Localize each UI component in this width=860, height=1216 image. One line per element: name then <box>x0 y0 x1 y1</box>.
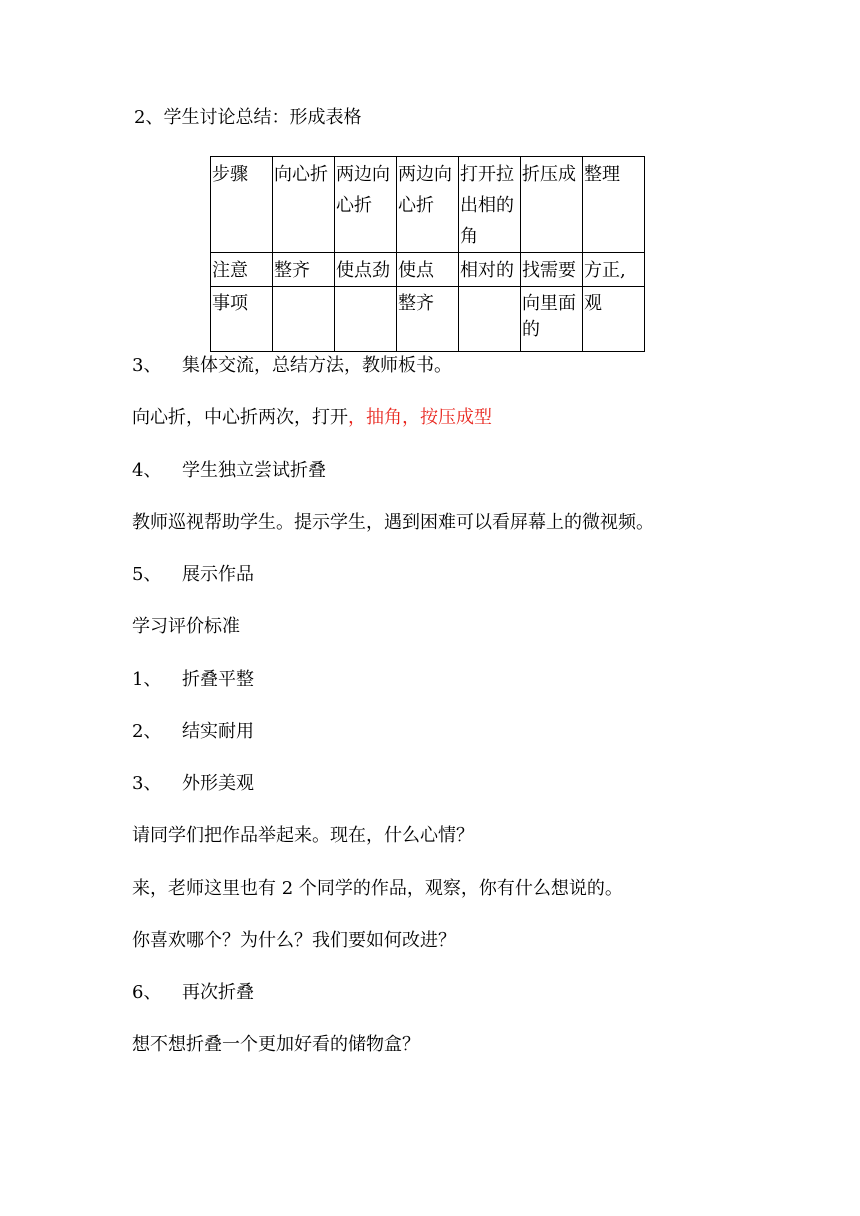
table-cell: 步骤 <box>211 157 273 253</box>
table-cell: 事项 <box>211 287 273 352</box>
table-cell: 方正, <box>583 253 645 287</box>
criteria-item-2 <box>132 720 254 744</box>
table-cell: 注意 <box>211 253 273 287</box>
table-row <box>211 253 645 287</box>
table-cell: 整齐 <box>397 287 459 352</box>
section-3-heading <box>132 354 452 378</box>
table-cell: 两边向心折 <box>335 157 397 253</box>
table-cell: 观 <box>583 287 645 352</box>
table-cell: 整理 <box>583 157 645 253</box>
table-cell <box>273 287 335 352</box>
method-text: 向心折，中心折两次，打开 <box>132 407 348 428</box>
table-cell: 找需要 <box>521 253 583 287</box>
question-2: 来，老师这里也有 2 个同学的作品，观察，你有什么想说的。 <box>132 878 623 899</box>
section-5-heading <box>132 563 254 587</box>
question-1: 请同学们把作品举起来。现在，什么心情？ <box>132 825 474 846</box>
question-3: 你喜欢哪个？为什么？我们要如何改进？ <box>132 930 456 951</box>
table-cell <box>459 287 521 352</box>
table-cell <box>521 287 583 352</box>
section-text: 学生独立尝试折叠 <box>182 460 326 481</box>
method-highlight: ，抽角，按压成型 <box>348 407 492 428</box>
section-text: 再次折叠 <box>182 982 254 1003</box>
table-row <box>211 157 645 253</box>
item-text: 折叠平整 <box>182 669 254 690</box>
item-text: 外形美观 <box>182 773 254 794</box>
section-number: 5、 <box>132 564 162 585</box>
method-summary <box>132 406 492 430</box>
item-text: 结实耐用 <box>182 721 254 742</box>
section-4-body: 教师巡视帮助学生。提示学生，遇到困难可以看屏幕上的微视频。 <box>132 512 654 533</box>
item-number: 2、 <box>132 721 162 742</box>
section-text: 集体交流，总结方法，教师板书。 <box>182 355 452 376</box>
table-cell: 向心折 <box>273 157 335 253</box>
section-number: 6、 <box>132 982 162 1003</box>
item-number: 3、 <box>132 773 162 794</box>
section-4-heading <box>132 459 326 483</box>
table-cell: 相对的 <box>459 253 521 287</box>
criteria-item-3 <box>132 772 254 796</box>
criteria-title: 学习评价标准 <box>132 616 240 637</box>
section-number: 4、 <box>132 460 162 481</box>
table-cell: 整齐 <box>273 253 335 287</box>
table-cell: 两边向心折 <box>397 157 459 253</box>
section-text: 展示作品 <box>182 564 254 585</box>
table-cell: 打开拉出相的角 <box>459 157 521 253</box>
table-cell: 使点劲 <box>335 253 397 287</box>
section-2-heading: 2、学生讨论总结：形成表格 <box>134 107 362 128</box>
section-number: 3、 <box>132 355 162 376</box>
steps-table <box>210 156 645 352</box>
table-cell: 使点 <box>397 253 459 287</box>
table-cell: 折压成 <box>521 157 583 253</box>
section-6-heading <box>132 981 254 1005</box>
table-row <box>211 287 645 352</box>
criteria-item-1 <box>132 668 254 692</box>
table-cell <box>335 287 397 352</box>
item-number: 1、 <box>132 669 162 690</box>
question-4: 想不想折叠一个更加好看的储物盒？ <box>132 1034 420 1055</box>
cell-text: 向里面的 <box>522 293 576 340</box>
